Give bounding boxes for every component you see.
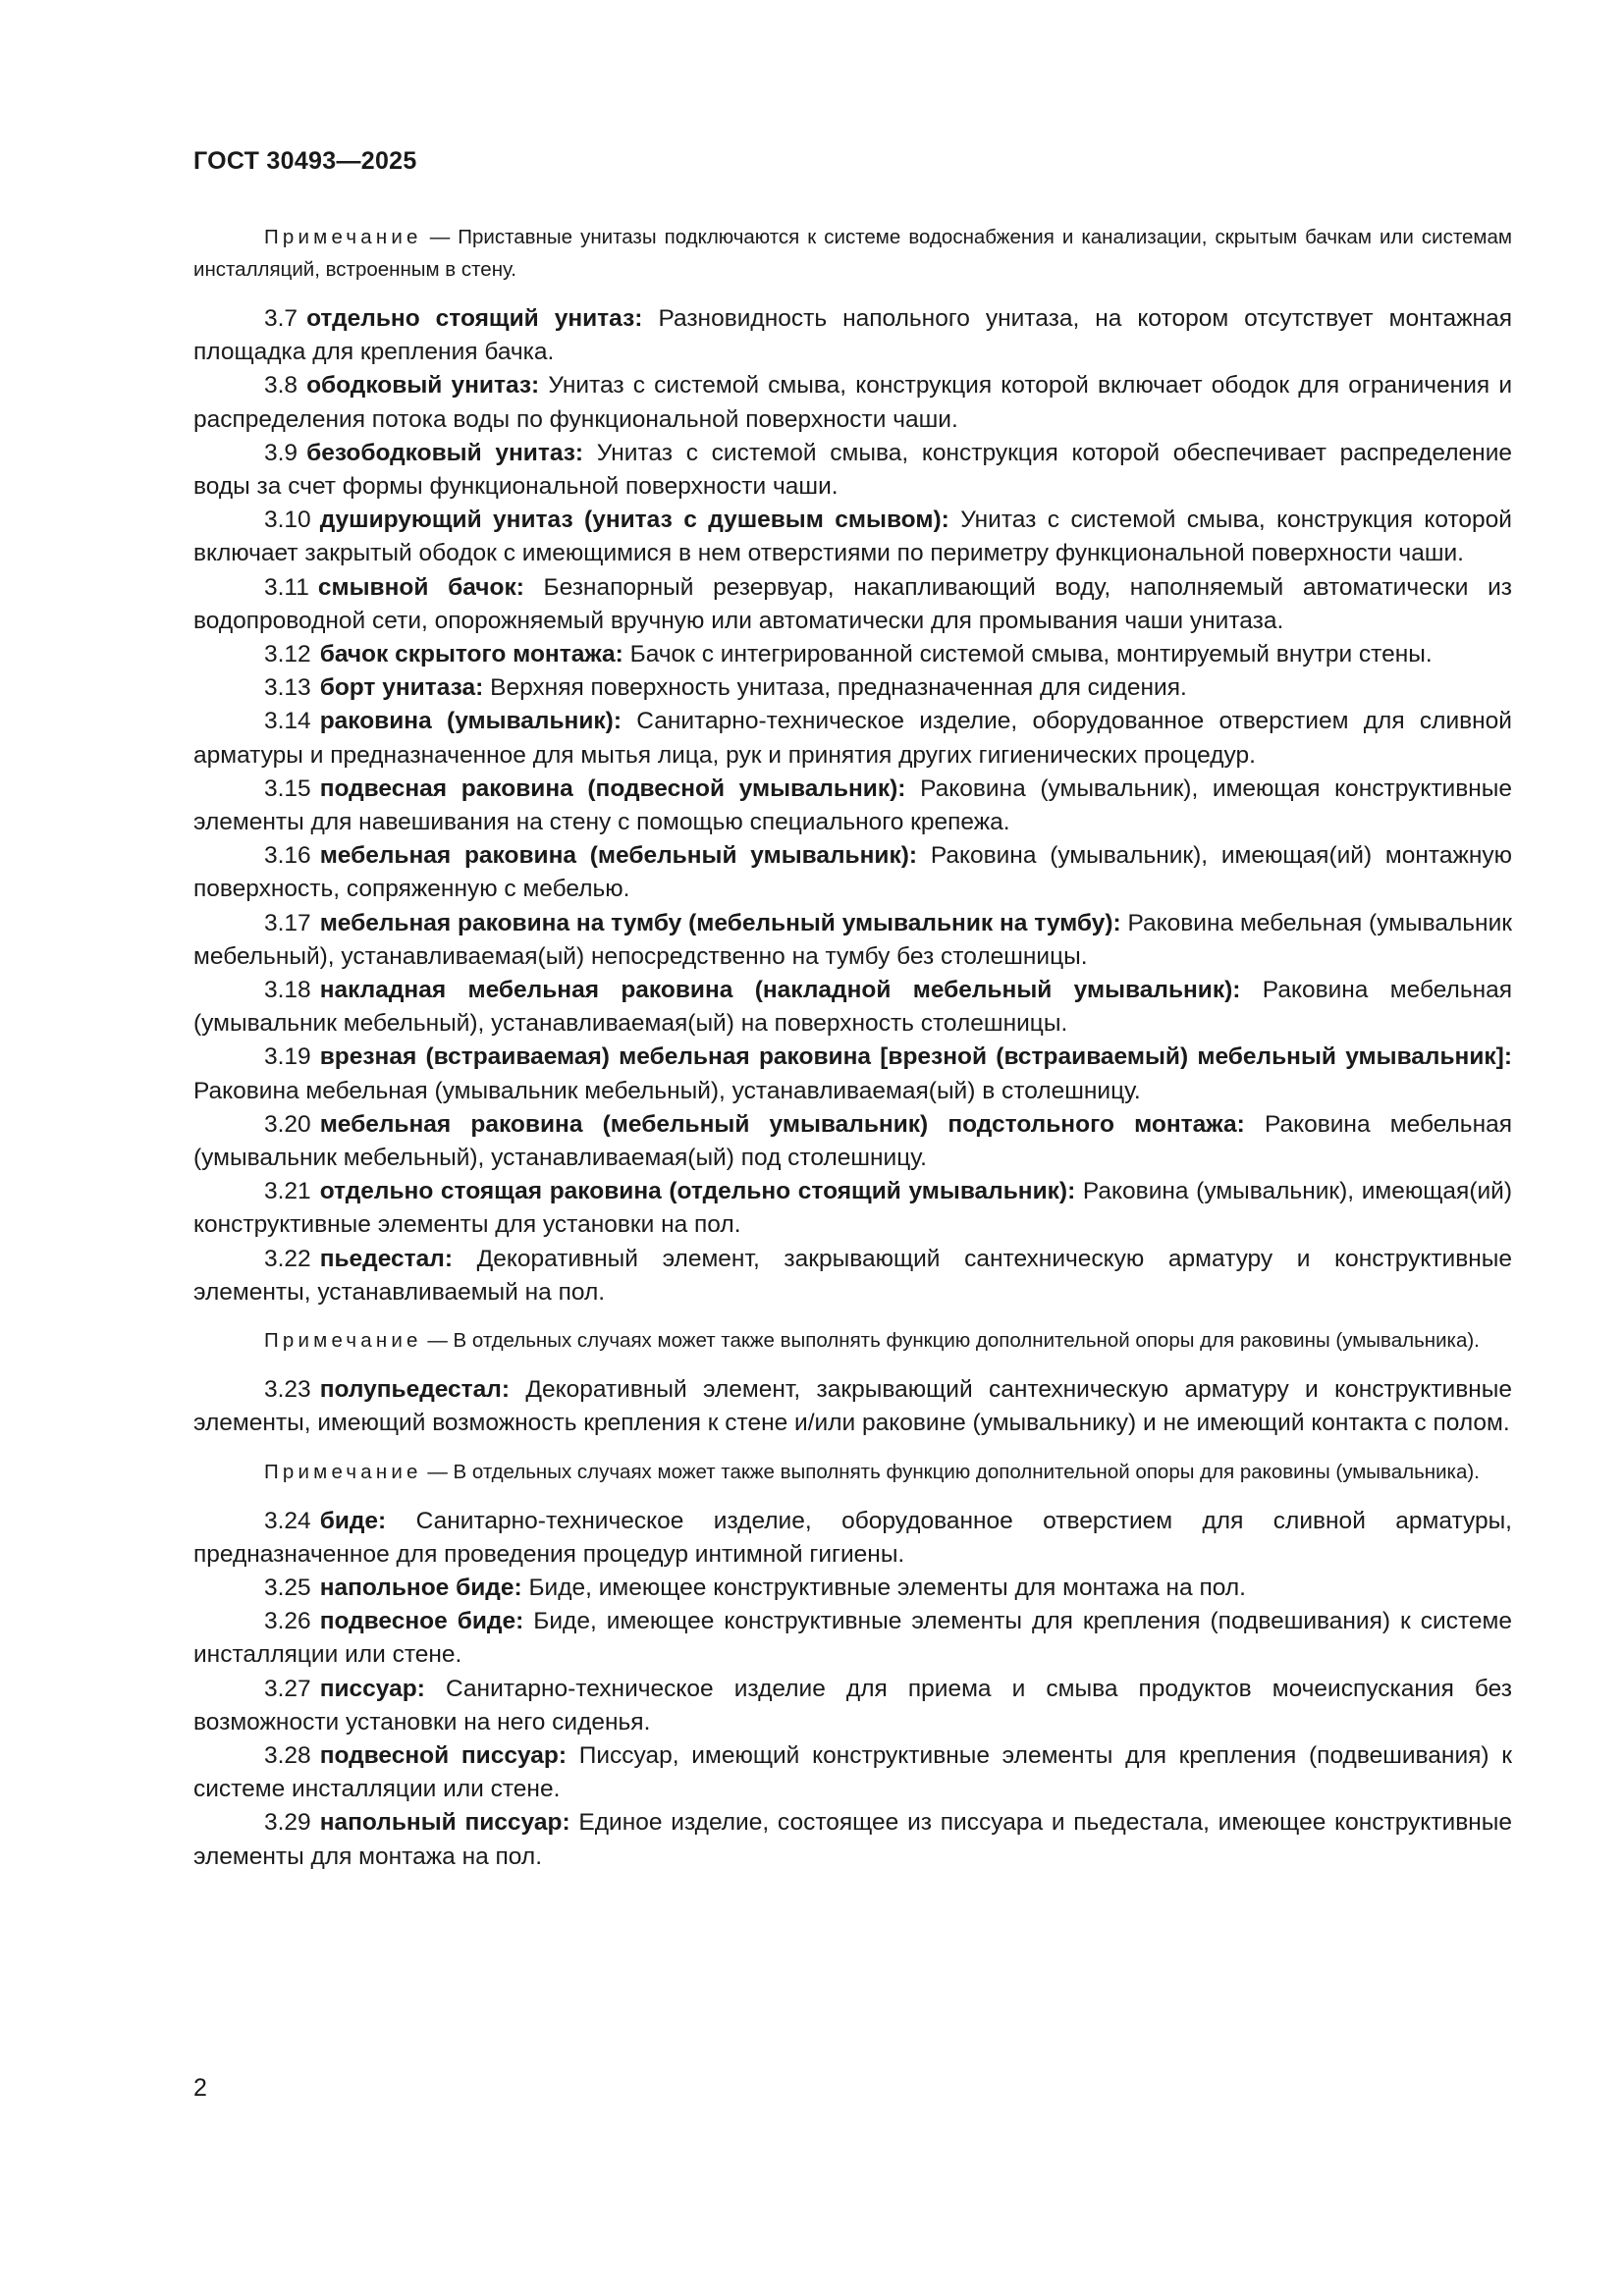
term-number: 3.13 <box>264 674 311 702</box>
term-name: ободковый унитаз: <box>306 372 540 400</box>
term-number: 3.27 <box>264 1675 311 1702</box>
term-definition: Писсуар, имеющий конструктивные элементы для крепления (подвешивания) к системе инсталляции или стене. <box>193 1741 1512 1803</box>
term-definition: Биде, имеющее конструктивные элементы для крепления (подвешивания) к системе инсталляции или стене. <box>193 1608 1512 1669</box>
term-name: борт унитаза: <box>319 674 484 702</box>
term-number: 3.25 <box>264 1574 311 1601</box>
term-name: писсуар: <box>319 1675 425 1702</box>
term-name: биде: <box>319 1507 387 1534</box>
note-label: Примечание <box>264 1460 422 1483</box>
note-paragraph <box>193 221 1512 286</box>
term-entry <box>193 907 1512 974</box>
term-name: безободковый унитаз: <box>306 439 584 466</box>
term-entry <box>193 1108 1512 1175</box>
term-entry <box>193 504 1512 570</box>
term-number: 3.15 <box>264 774 311 802</box>
term-name: отдельно стоящая раковина (отдельно стоящий умывальник): <box>319 1178 1076 1205</box>
term-number: 3.16 <box>264 842 311 870</box>
term-entry <box>193 1739 1512 1806</box>
term-entry <box>193 839 1512 906</box>
term-number: 3.26 <box>264 1608 311 1635</box>
term-number: 3.29 <box>264 1809 311 1837</box>
note-paragraph <box>193 1456 1512 1488</box>
term-name: мебельная раковина (мебельный умывальник): <box>319 842 918 870</box>
term-number: 3.21 <box>264 1178 311 1205</box>
note-paragraph <box>193 1324 1512 1357</box>
note-text: — Приставные унитазы подключаются к системе водоснабжения и канализации, скрытым бачкам или системам инсталляций, встроенным в стену. <box>193 226 1512 281</box>
note-label: Примечание <box>264 226 422 248</box>
term-number: 3.10 <box>264 507 311 534</box>
term-number: 3.11 <box>264 573 309 601</box>
term-name: душирующий унитаз (унитаз с душевым смывом): <box>319 507 949 534</box>
term-name: напольное биде: <box>319 1574 522 1601</box>
term-definition: Единое изделие, состоящее из писсуара и пьедестала, имеющее конструктивные элементы для монтажа на пол. <box>193 1809 1512 1870</box>
term-entry <box>193 1041 1512 1107</box>
term-definition: Санитарно-техническое изделие для приема и смыва продуктов мочеиспускания без возможности установки на него сиденья. <box>193 1675 1513 1735</box>
term-definition: Санитарно-техническое изделие, оборудованное отверстием для сливной арматуры и предназначенное для мытья лица, рук и принятия других гигиенических процедур. <box>193 708 1512 769</box>
document-body <box>193 221 1512 1874</box>
term-definition: Биде, имеющее конструктивные элементы для монтажа на пол. <box>528 1574 1246 1601</box>
term-number: 3.7 <box>264 305 298 332</box>
term-entry <box>193 1175 1512 1242</box>
term-number: 3.18 <box>264 977 311 1004</box>
term-definition: Унитаз с системой смыва, конструкция которой включает ободок для ограничения и распределения потока воды по функциональной поверхности чаши. <box>193 372 1512 433</box>
term-entry <box>193 1505 1512 1572</box>
term-definition: Верхняя поверхность унитаза, предназначенная для сидения. <box>490 674 1187 702</box>
term-entry <box>193 1572 1512 1605</box>
note-label: Примечание <box>264 1329 422 1353</box>
term-number: 3.23 <box>264 1376 311 1404</box>
term-number: 3.24 <box>264 1507 311 1534</box>
term-definition: Раковина мебельная (умывальник мебельный), устанавливаемая(ый) в столешницу. <box>193 1077 1141 1104</box>
term-entry <box>193 773 1512 839</box>
term-definition: Раковина мебельная (умывальник мебельный), устанавливаемая(ый) непосредственно на тумбу без столешницы. <box>193 909 1512 970</box>
term-name: мебельная раковина (мебельный умывальник) подстольного монтажа: <box>319 1110 1245 1138</box>
term-number: 3.19 <box>264 1043 311 1071</box>
note-text: — В отдельных случаях может также выполнять функцию дополнительной опоры для раковины (умывальника). <box>427 1329 1480 1353</box>
term-name: подвесной писсуар: <box>319 1741 568 1769</box>
term-name: подвесная раковина (подвесной умывальник): <box>319 774 906 802</box>
page-number: 2 <box>193 2074 207 2102</box>
term-definition: Декоративный элемент, закрывающий сантехническую арматуру и конструктивные элементы, имеющий возможность крепления к стене и/или раковине (умывальнику) и не имеющий контакта с полом. <box>193 1376 1512 1437</box>
term-definition: Раковина мебельная (умывальник мебельный), устанавливаемая(ый) на поверхность столешницы. <box>193 977 1513 1038</box>
term-definition: Раковина (умывальник), имеющая конструктивные элементы для навешивания на стену с помощью специального крепежа. <box>193 774 1513 836</box>
term-number: 3.17 <box>264 909 311 936</box>
term-entry <box>193 1605 1512 1672</box>
term-number: 3.20 <box>264 1110 311 1138</box>
term-name: напольный писсуар: <box>319 1809 570 1837</box>
term-definition: Санитарно-техническое изделие, оборудованное отверстием для сливной арматуры, предназначенное для проведения процедур интимной гигиены. <box>193 1507 1512 1568</box>
term-number: 3.12 <box>264 641 311 668</box>
term-number: 3.22 <box>264 1245 311 1272</box>
term-entry <box>193 974 1512 1041</box>
term-name: подвесное биде: <box>319 1608 524 1635</box>
term-definition: Раковина (умывальник), имеющая(ий) конструктивные элементы для установки на пол. <box>193 1178 1513 1239</box>
term-entry <box>193 638 1512 671</box>
term-definition: Унитаз с системой смыва, конструкция которой обеспечивает распределение воды за счет формы функциональной поверхности чаши. <box>193 439 1513 501</box>
term-number: 3.9 <box>264 439 298 466</box>
note-text: — В отдельных случаях может также выполнять функцию дополнительной опоры для раковины (умывальника). <box>427 1460 1480 1483</box>
term-name: бачок скрытого монтажа: <box>319 641 623 668</box>
term-definition: Раковина мебельная (умывальник мебельный), устанавливаемая(ый) под столешницу. <box>193 1110 1512 1172</box>
term-definition: Бачок с интегрированной системой смыва, монтируемый внутри стены. <box>629 641 1433 668</box>
term-entry <box>193 705 1512 772</box>
term-entry <box>193 1373 1512 1440</box>
term-entry <box>193 437 1512 504</box>
term-name: пьедестал: <box>319 1245 453 1272</box>
term-number: 3.28 <box>264 1741 311 1769</box>
term-definition: Декоративный элемент, закрывающий сантехническую арматуру и конструктивные элементы, устанавливаемый на пол. <box>193 1245 1512 1306</box>
term-name: мебельная раковина на тумбу (мебельный умывальник на тумбу): <box>319 909 1121 936</box>
term-name: раковина (умывальник): <box>319 708 622 735</box>
term-entry <box>193 369 1512 436</box>
term-entry <box>193 571 1512 638</box>
term-definition: Унитаз с системой смыва, конструкция которой включает закрытый ободок с имеющимися в нем отверстиями по периметру функциональной поверхности чаши. <box>193 507 1512 567</box>
term-entry <box>193 302 1512 369</box>
term-number: 3.8 <box>264 372 298 400</box>
term-entry <box>193 1243 1512 1309</box>
term-entry <box>193 1806 1512 1873</box>
term-definition: Раковина (умывальник), имеющая(ий) монтажную поверхность, сопряженную с мебелью. <box>193 842 1512 903</box>
term-entry <box>193 1673 1512 1739</box>
term-definition: Безнапорный резервуар, накапливающий воду, наполняемый автоматически из водопроводной сети, опорожняемый вручную или автоматически для промывания чаши унитаза. <box>193 573 1512 634</box>
term-name: полупьедестал: <box>319 1376 511 1404</box>
term-name: врезная (встраиваемая) мебельная раковина [врезной (встраиваемый) мебельный умывальник]: <box>319 1043 1512 1071</box>
term-name: смывной бачок: <box>317 573 524 601</box>
term-definition: Разновидность напольного унитаза, на котором отсутствует монтажная площадка для крепления бачка. <box>193 305 1512 366</box>
term-number: 3.14 <box>264 708 311 735</box>
term-name: накладная мебельная раковина (накладной мебельный умывальник): <box>319 977 1241 1004</box>
standard-code-header: ГОСТ 30493—2025 <box>193 147 417 175</box>
term-entry <box>193 671 1512 705</box>
term-name: отдельно стоящий унитаз: <box>306 305 643 332</box>
